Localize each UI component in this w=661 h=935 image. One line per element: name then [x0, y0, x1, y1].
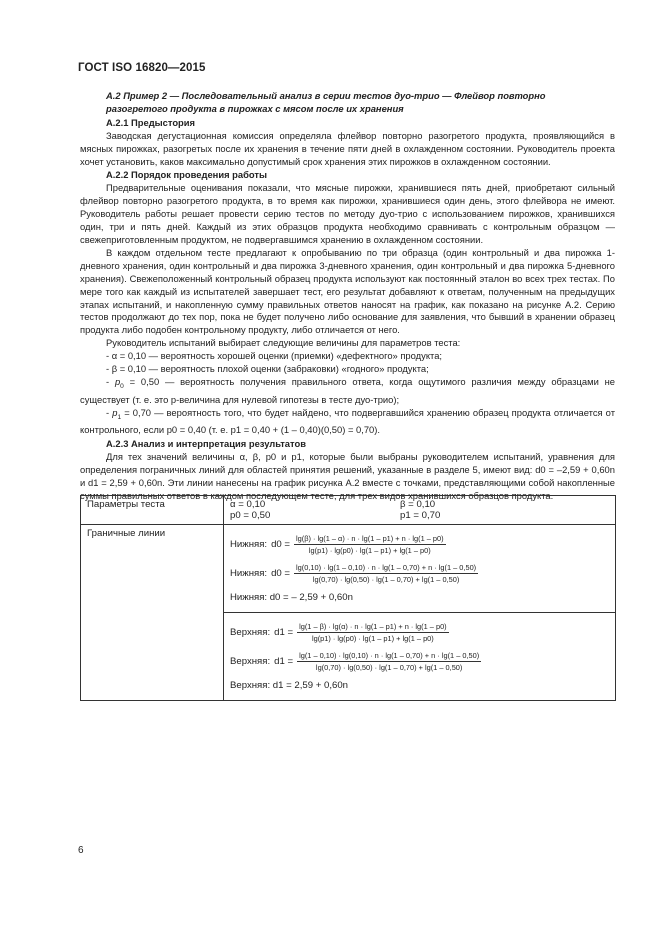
lower-formula-general: Нижняя: d0 = $\frac{\lg(\beta) \cdot \lg(1 - \alpha) \cdot n \cdot \lg(1 - p1) + n \cdot \lg(1 - p0)}{\lg(p1) \cdot \lg(p0) \cdot \lg(1 - p1) + \lg(1 - p0)}$ — [230, 534, 444, 555]
parameters-values — [224, 496, 616, 525]
table-row-parameters — [81, 496, 616, 525]
list-item-alpha: - α = 0,10 — вероятность хорошей оценки (приемки) «дефектного» продукта; — [106, 350, 443, 362]
document-body — [80, 90, 615, 503]
lower-formula-numeric: Нижняя: d0 = lg(0,10) · lg(1 – 0,10) · n · lg(1 – 0,70) + n · lg(1 – 0,50) lg(0,70) · lg(0,50) · lg(1 – 0,70) + lg(1 – 0,50) — [230, 563, 477, 584]
page-number: 6 — [78, 845, 84, 856]
paragraph-procedure-1: Предварительные оценивания показали, что мясные пирожки, хранившиеся пять дней, приобретают сильный флейвор повторно разогретого продукта, в то время как пирожки, хранившиеся один день, этого флейвора не имеют. Руководитель работы решает провести серию тестов по методу дуо-трио с использованием пирожков, хранившихся один, три и пять дней. Каждый из этих образцов продукта необходимо сравнивать с контрольным образцом — свежеприготовленным продуктом, не подвергавшимся хранению в охлажденном состоянии. — [80, 182, 615, 245]
boundary-lines-label: Граничные линии — [81, 525, 224, 701]
paragraph-analysis: Для тех значений величины α, β, p0 и p1, которые были выбраны руководителем испытаний, уравнения для определения пограничных линий для областей принятия решений, указанные в разделе 5, имеют вид: d0 = –2,59 + 0,60n и d1 = 2,59 + 0,60n. Эти линии нанесены на график рисунка А.2 вместе с точками, представляющими собой накопленные суммы правильных ответов в каждом последующем тесте, для трех видов хранившихся образцов продукта. — [80, 451, 615, 501]
beta-value: β = 0,10 — [400, 499, 436, 510]
document-header: ГОСТ ISO 16820—2015 — [78, 62, 206, 74]
p0-value: p0 = 0,50 — [230, 510, 271, 521]
subsection-heading-background: А.2.1 Предыстория — [106, 116, 196, 128]
upper-formula-general: Верхняя: d1 = $\frac{\lg(1 - \beta) \cdot \lg(\alpha) \cdot n \cdot \lg(1 - p1) + n \cdot \lg(1 - p0)}{\lg(p1) \cdot \lg(p0) \cdot \lg(1 - p1) + \lg(1 - p0)}$ — [230, 622, 447, 643]
list-item-p1: - $p_1 = 0,70$ — вероятность того, что будет найдено, что подвергавшийся хранению образец продукта отличается от контрольного, если p0 = 0,40 (т. е. p1 = 0,40 + (1 – 0,40)(0,50) = 0,70). — [80, 406, 615, 436]
alpha-value: α = 0,10 — [230, 499, 266, 510]
lower-line-cell — [224, 525, 616, 613]
paragraph-background: Заводская дегустационная комиссия определяла флейвор повторно разогретого продукта, проявляющийся в мясных пирожках, разогретых после их хранения в течение пяти дней в охлажденном состоянии. Руководитель проекта хочет установить, каков максимально допустимый срок хранения этих пирожков в охлажденном состоянии. — [80, 129, 615, 167]
section-title-line-2: разогретого продукта в пирожках с мясом после их хранения — [106, 102, 404, 114]
parameters-label: Параметры теста — [81, 496, 224, 525]
parameters-table — [80, 495, 616, 701]
subsection-heading-procedure: А.2.2 Порядок проведения работы — [106, 169, 267, 181]
list-item-p0: - $p_0 = 0,50$ — вероятность получения правильного ответа, когда ощутимого различия между образцами не существует (т. е. это p-величина для нулевой гипотезы в тесте дуо-трио); — [80, 375, 615, 405]
upper-line-cell — [224, 613, 616, 701]
upper-formula-numeric: Верхняя: d1 = lg(1 – 0,10) · lg(0,10) · n · lg(1 – 0,70) + n · lg(1 – 0,50) lg(0,70) · lg(0,50) · lg(1 – 0,70) + lg(1 – 0,50) — [230, 651, 480, 672]
paragraph-procedure-2: В каждом отдельном тесте предлагают к опробыванию по три образца (один контрольный и два пирожка 1-дневного хранения, один контрольный и два пирожка 3-дневного хранения, один контрольный и два пирожка 5-дневного хранения). Свежеположенный контрольный образец продукта используют как постоянный эталон во всех трех тестах. По мере того как каждый из испытателей завершает тест, его результат добавляют к ответам, полученным на предыдущих этапах испытаний, и накопленную сумму правильных ответов наносят на график, как показано на рисунке А.2. Серию тестов продолжают до тех пор, пока не будет получено либо основание для заявления, что бывший в хранении образец продукта либо подобен контрольному продукту, либо отличается от него. — [80, 246, 615, 336]
upper-result: Верхняя: d1 = 2,59 + 0,60n — [230, 680, 348, 691]
section-title-line-1: А.2 Пример 2 — Последовательный анализ в серии тестов дуо-трио — Флейвор повторно — [106, 90, 546, 101]
list-item-beta: - β = 0,10 — вероятность плохой оценки (забраковки) «годного» продукта; — [106, 363, 429, 375]
paragraph-procedure-3: Руководитель испытаний выбирает следующие величины для параметров теста: — [106, 337, 461, 349]
p1-value: p1 = 0,70 — [400, 510, 441, 521]
table-row-lower-lines — [81, 525, 616, 613]
subsection-heading-analysis: А.2.3 Анализ и интерпретация результатов — [106, 438, 306, 450]
lower-result: Нижняя: d0 = – 2,59 + 0,60n — [230, 592, 353, 603]
